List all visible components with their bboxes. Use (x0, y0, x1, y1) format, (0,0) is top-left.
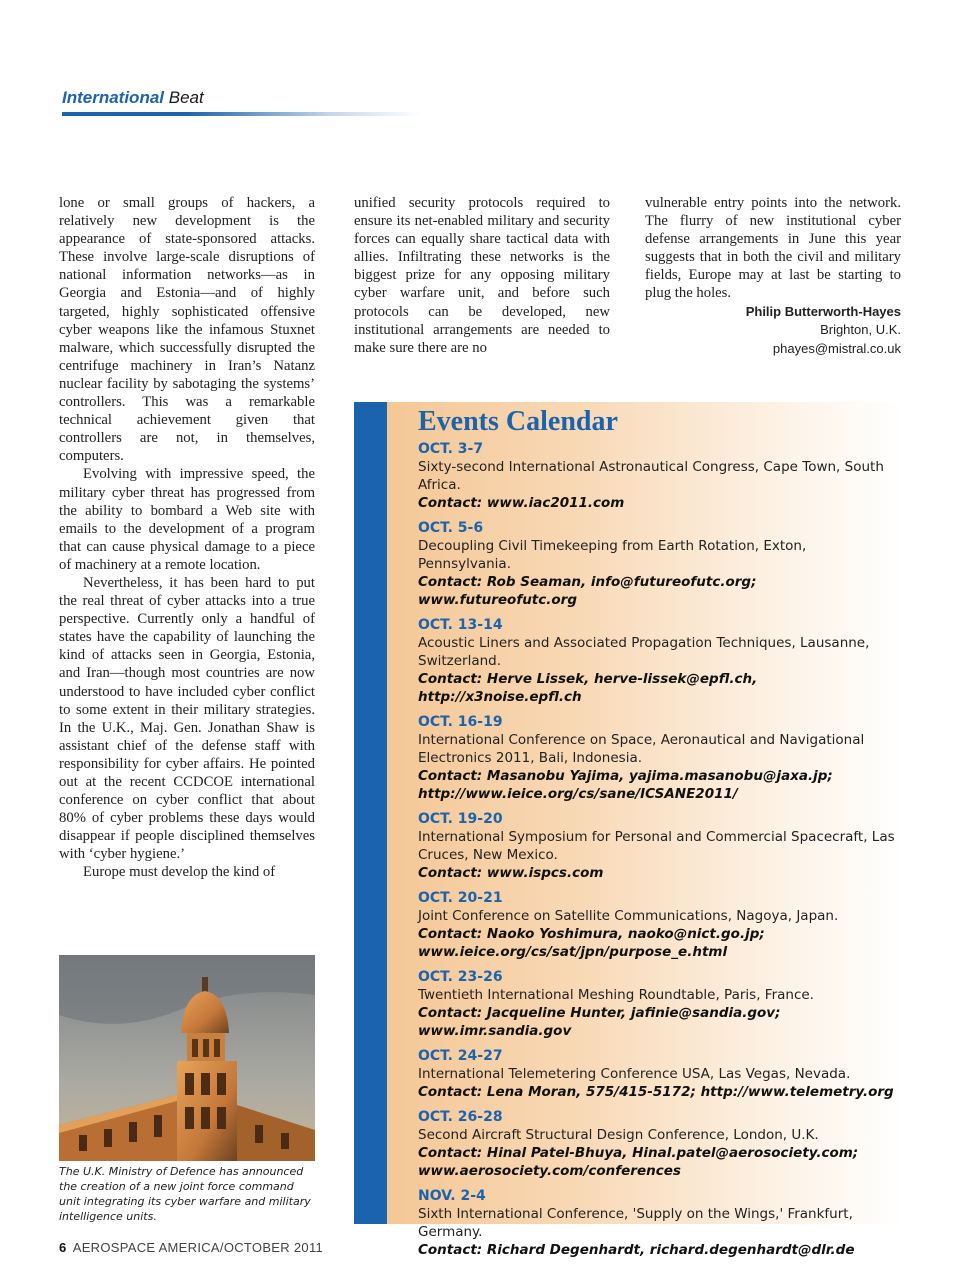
event-name: International Telemetering Conference USA, Las Vegas, Nevada. (418, 1066, 851, 1082)
event-date: OCT. 5-6 (418, 520, 484, 536)
photo-caption: The U.K. Ministry of Defence has announced the creation of a new joint force command unit integrating its cyber warfare and military intelligence units. (59, 1165, 311, 1223)
event-contact: Contact: Hinal Patel-Bhuya, Hinal.patel@aerosociety.com; www.aerosociety.com/conferences (418, 1145, 859, 1179)
events-title: Events Calendar (418, 406, 618, 437)
event-item (418, 713, 898, 803)
author-name: Philip Butterworth-Hayes (745, 303, 901, 319)
event-name: Sixth International Conference, 'Supply on the Wings,' Frankfurt, Germany. (418, 1206, 853, 1240)
event-name: Joint Conference on Satellite Communications, Nagoya, Japan. (418, 908, 839, 924)
page-footer (59, 1240, 323, 1255)
event-name: Twentieth International Meshing Roundtable, Paris, France. (418, 987, 814, 1003)
event-contact: Contact: www.ispcs.com (418, 865, 604, 881)
section-title-rest: Beat (168, 88, 204, 107)
event-contact: Contact: Naoko Yoshimura, naoko@nict.go.jp; www.ieice.org/cs/sat/jpn/purpose_e.html (418, 926, 765, 960)
event-contact: Contact: Richard Degenhardt, richard.degenhardt@dlr.de (418, 1242, 855, 1258)
event-item (418, 1108, 898, 1180)
event-contact: Contact: www.iac2011.com (418, 495, 625, 511)
building-photo (59, 955, 315, 1161)
event-date: OCT. 23-26 (418, 969, 503, 985)
article-column-3 (645, 194, 901, 358)
events-calendar (354, 402, 902, 1258)
event-name: Second Aircraft Structural Design Conference, London, U.K. (418, 1127, 819, 1143)
article-paragraph: Evolving with impressive speed, the military cyber threat has progressed from the ability to bombard a Web site with emails to the development of a program that can cause physical damage to a piece of machinery at a remote location. (59, 466, 315, 573)
event-item (418, 1187, 898, 1259)
event-item (418, 616, 898, 706)
section-title-bold: International (62, 88, 165, 107)
author-email: phayes@mistral.co.uk (772, 340, 901, 356)
event-item (418, 968, 898, 1040)
header-rule (62, 112, 422, 116)
publication-line: AEROSPACE AMERICA/OCTOBER 2011 (72, 1240, 324, 1255)
event-date: OCT. 3-7 (418, 441, 484, 457)
page-number: 6 (59, 1240, 67, 1255)
event-contact: Contact: Jacqueline Hunter, jafinie@sandia.gov; www.imr.sandia.gov (418, 1005, 781, 1039)
event-item (418, 440, 898, 512)
event-name: International Symposium for Personal and Commercial Spacecraft, Las Cruces, New Mexico. (418, 829, 895, 863)
event-date: OCT. 24-27 (418, 1048, 503, 1064)
event-contact: Contact: Herve Lissek, herve-lissek@epfl.ch, http://x3noise.epfl.ch (418, 671, 758, 705)
section-title (62, 88, 204, 107)
section-header (62, 88, 422, 118)
event-name: Acoustic Liners and Associated Propagation Techniques, Lausanne, Switzerland. (418, 635, 870, 669)
event-date: OCT. 20-21 (418, 890, 503, 906)
event-date: OCT. 16-19 (418, 714, 503, 730)
article-paragraph: vulnerable entry points into the network. The flurry of new institutional cyber defense arrangements in June this year suggests that in both the civil and military fields, Europe may at last be starting to plug the holes. (645, 195, 901, 302)
event-date: NOV. 2-4 (418, 1188, 486, 1204)
event-contact: Contact: Lena Moran, 575/415-5172; http://www.telemetry.org (418, 1084, 894, 1100)
event-date: OCT. 26-28 (418, 1109, 503, 1125)
event-item (418, 1047, 898, 1101)
event-contact: Contact: Masanobu Yajima, yajima.masanobu@jaxa.jp; http://www.ieice.org/cs/sane/ICSANE2011/ (418, 768, 833, 802)
article-paragraph: Nevertheless, it has been hard to put the real threat of cyber attacks into a true perspective. Currently only a handful of states have the capability of launching the kind of attacks seen in Georgia, Estonia, and Iran—though most countries are now understood to have included cyber conflict to some extent in their military strategies. In the U.K., Maj. Gen. Jonathan Shaw is assistant chief of the defense staff with responsibility for cyber affairs. He pointed out at the recent CCDCOE international conference on cyber conflict that about 80% of cyber problems these days would disappear if people disciplined themselves with ‘cyber hygiene.’ (59, 574, 315, 863)
author-signature (645, 303, 901, 359)
article-paragraph: lone or small groups of hackers, a relatively new development is the appearance of state-sponsored attacks. These involve large-scale disruptions of national information networks—as in Georgia and Estonia—and of highly targeted, highly sophisticated offensive cyber weapons like the infamous Stuxnet malware, which successfully disrupted the centrifuge machinery in Iran’s Natanz nuclear facility by sabotaging the systems’ controllers. This was a remarkable technical achievement given that controllers are not, in themselves, computers. (59, 195, 315, 465)
author-location: Brighton, U.K. (820, 322, 901, 338)
event-date: OCT. 13-14 (418, 617, 503, 633)
event-item (418, 889, 898, 961)
article-paragraph: Europe must develop the kind of (83, 864, 276, 881)
event-item (418, 519, 898, 609)
event-item (418, 810, 898, 882)
article-column-2 (354, 194, 610, 357)
event-name: International Conference on Space, Aeronautical and Navigational Electronics 2011, Bali, Indonesia. (418, 732, 865, 766)
event-contact: Contact: Rob Seaman, info@futureofutc.org; www.futureofutc.org (418, 574, 757, 608)
event-name: Sixty-second International Astronautical Congress, Cape Town, South Africa. (418, 459, 884, 493)
event-name: Decoupling Civil Timekeeping from Earth Rotation, Exton, Pennsylvania. (418, 538, 807, 572)
events-sidebar-bar (354, 402, 387, 1224)
events-list (418, 404, 898, 1266)
article-column-1 (59, 194, 315, 882)
article-paragraph: unified security protocols required to ensure its net-enabled military and security forces can equally share tactical data with allies. Infiltrating these networks is the biggest prize for any opposing military cyber warfare unit, and before such protocols can be developed, new institutional arrangements are needed to make sure there are no (354, 195, 610, 356)
event-date: OCT. 19-20 (418, 811, 503, 827)
